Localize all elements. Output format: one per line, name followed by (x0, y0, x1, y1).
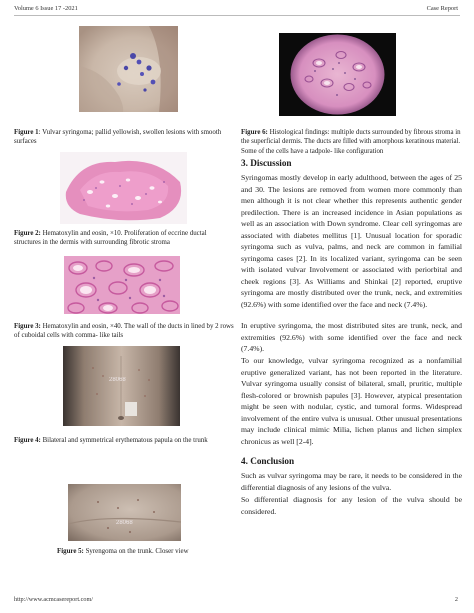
figure-5-text: Syrengoma on the trunk. Closer view (83, 548, 189, 555)
figure-5-watermark: 28068 (116, 520, 133, 526)
header-rule (14, 15, 460, 16)
header-volume: Volume 6 Issue 17 -2021 (14, 5, 78, 12)
figure-5-photo (68, 484, 181, 541)
page-number: 2 (454, 596, 458, 603)
discussion-paragraph-2: In eruptive syringoma, the most distributed sites are trunk, neck, and extremities (92.6%) with some identified over the face and neck (7.4%). (241, 321, 462, 353)
figure-6-image (279, 33, 396, 116)
figure-1-text: : Vulvar syringoma; pallid yellowish, swollen lesions with smooth surfaces (14, 129, 222, 146)
figure-6-caption (241, 128, 463, 156)
footer-url[interactable]: http://www.acmcasereport.com/ (14, 596, 93, 603)
figure-3-text: Hematoxylin and eosin, ×40. The wall of the ducts in lined by 2 rows of cuboidal cells with comma- like tails (14, 323, 234, 340)
discussion-paragraph-1: Syringomas mostly develop in early adulthood, between the ages of 25 and 30. The lesions are removed from women more commonly than men although it is not clear whether this represents authentic gender predilection. There is an increased incidence in Asian populations as well as an association with Down syndrome. Clear cell syringomas are associated with diabetes mellitus [1]. Unusual location for sporadic syringoma such as vulva, palms, and neck are common in familial syringoma cases [2]. In its localized variant, syringoma can be seen with isolated vulvar Involvement or associated with periorbital and cheek regions [3]. As Williams and Shinkai [2] reported, eruptive syringoma are mostly distributed over the trunk, neck, and extremities (92.6%) with some identified over the face and neck (7.4%). (241, 173, 462, 309)
figure-2-image (60, 152, 187, 224)
figure-1-caption (14, 128, 234, 147)
figure-5-caption (57, 547, 237, 556)
figure-4-watermark: 28068 (109, 377, 126, 383)
figure-4-caption (14, 436, 234, 445)
conclusion-paragraph-1: Such as vulvar syringoma may be rare, it needs to be considered in the differential diagnosis of any lesions of the vulva. (241, 471, 462, 492)
header-article-type: Case Report (426, 5, 458, 12)
figure-2-label: Figure 2: (14, 230, 41, 237)
discussion-heading: 3. Discussion (241, 158, 292, 168)
figure-4-label: Figure 4: (14, 437, 41, 444)
figure-1-photo (79, 26, 178, 112)
figure-6-text: Histological findings: multiple ducts surrounded by fibrous stroma in the superficial dermis. The ducts are filled with amorphous keratinous material. Some of the cells have a tadpole- like configuration (241, 129, 461, 155)
figure-5-image (68, 484, 181, 541)
conclusion-paragraph-2: So differential diagnosis for any lesion of the vulva should be considered. (241, 495, 462, 516)
figure-2-text: Hematoxylin and eosin, ×10. Proliferation of eccrine ductal structures in the dermis with surrounding fibrotic stroma (14, 230, 207, 247)
figure-3-label: Figure 3: (14, 323, 41, 330)
figure-1-image (79, 26, 178, 112)
discussion-paragraph-3: To our knowledge, vulvar syringoma recognized as a nonfamilial eruptive generalized variant, has not been reported in the literature. Vulvar syringoma usually consist of bilateral, small, pruritic, multiple flesh-colored or brownish papules [3]. However, atypical presentation might be seen with nodular, cystic, and tumoral forms. Widespread involvement of the entire vulva is unusual. Other unusual presentations may include clinical mimic Milia, lichen planus and lichen simplex chronicus as well [2-4]. (241, 356, 462, 446)
figure-4-photo (63, 346, 180, 426)
figure-3-photo (64, 256, 180, 314)
figure-6-photo (279, 33, 396, 116)
figure-4-image (63, 346, 180, 426)
figure-1-label: Figure 1 (14, 129, 39, 136)
figure-6-label: Figure 6: (241, 129, 268, 136)
figure-3-caption (14, 322, 234, 341)
figure-4-text: Bilateral and symmetrical erythematous papula on the trunk (40, 437, 208, 444)
conclusion-heading: 4. Conclusion (241, 456, 295, 466)
figure-5-label: Figure 5: (57, 548, 84, 555)
figure-3-image (64, 256, 180, 314)
figure-2-caption (14, 229, 234, 248)
figure-2-photo (60, 152, 187, 224)
